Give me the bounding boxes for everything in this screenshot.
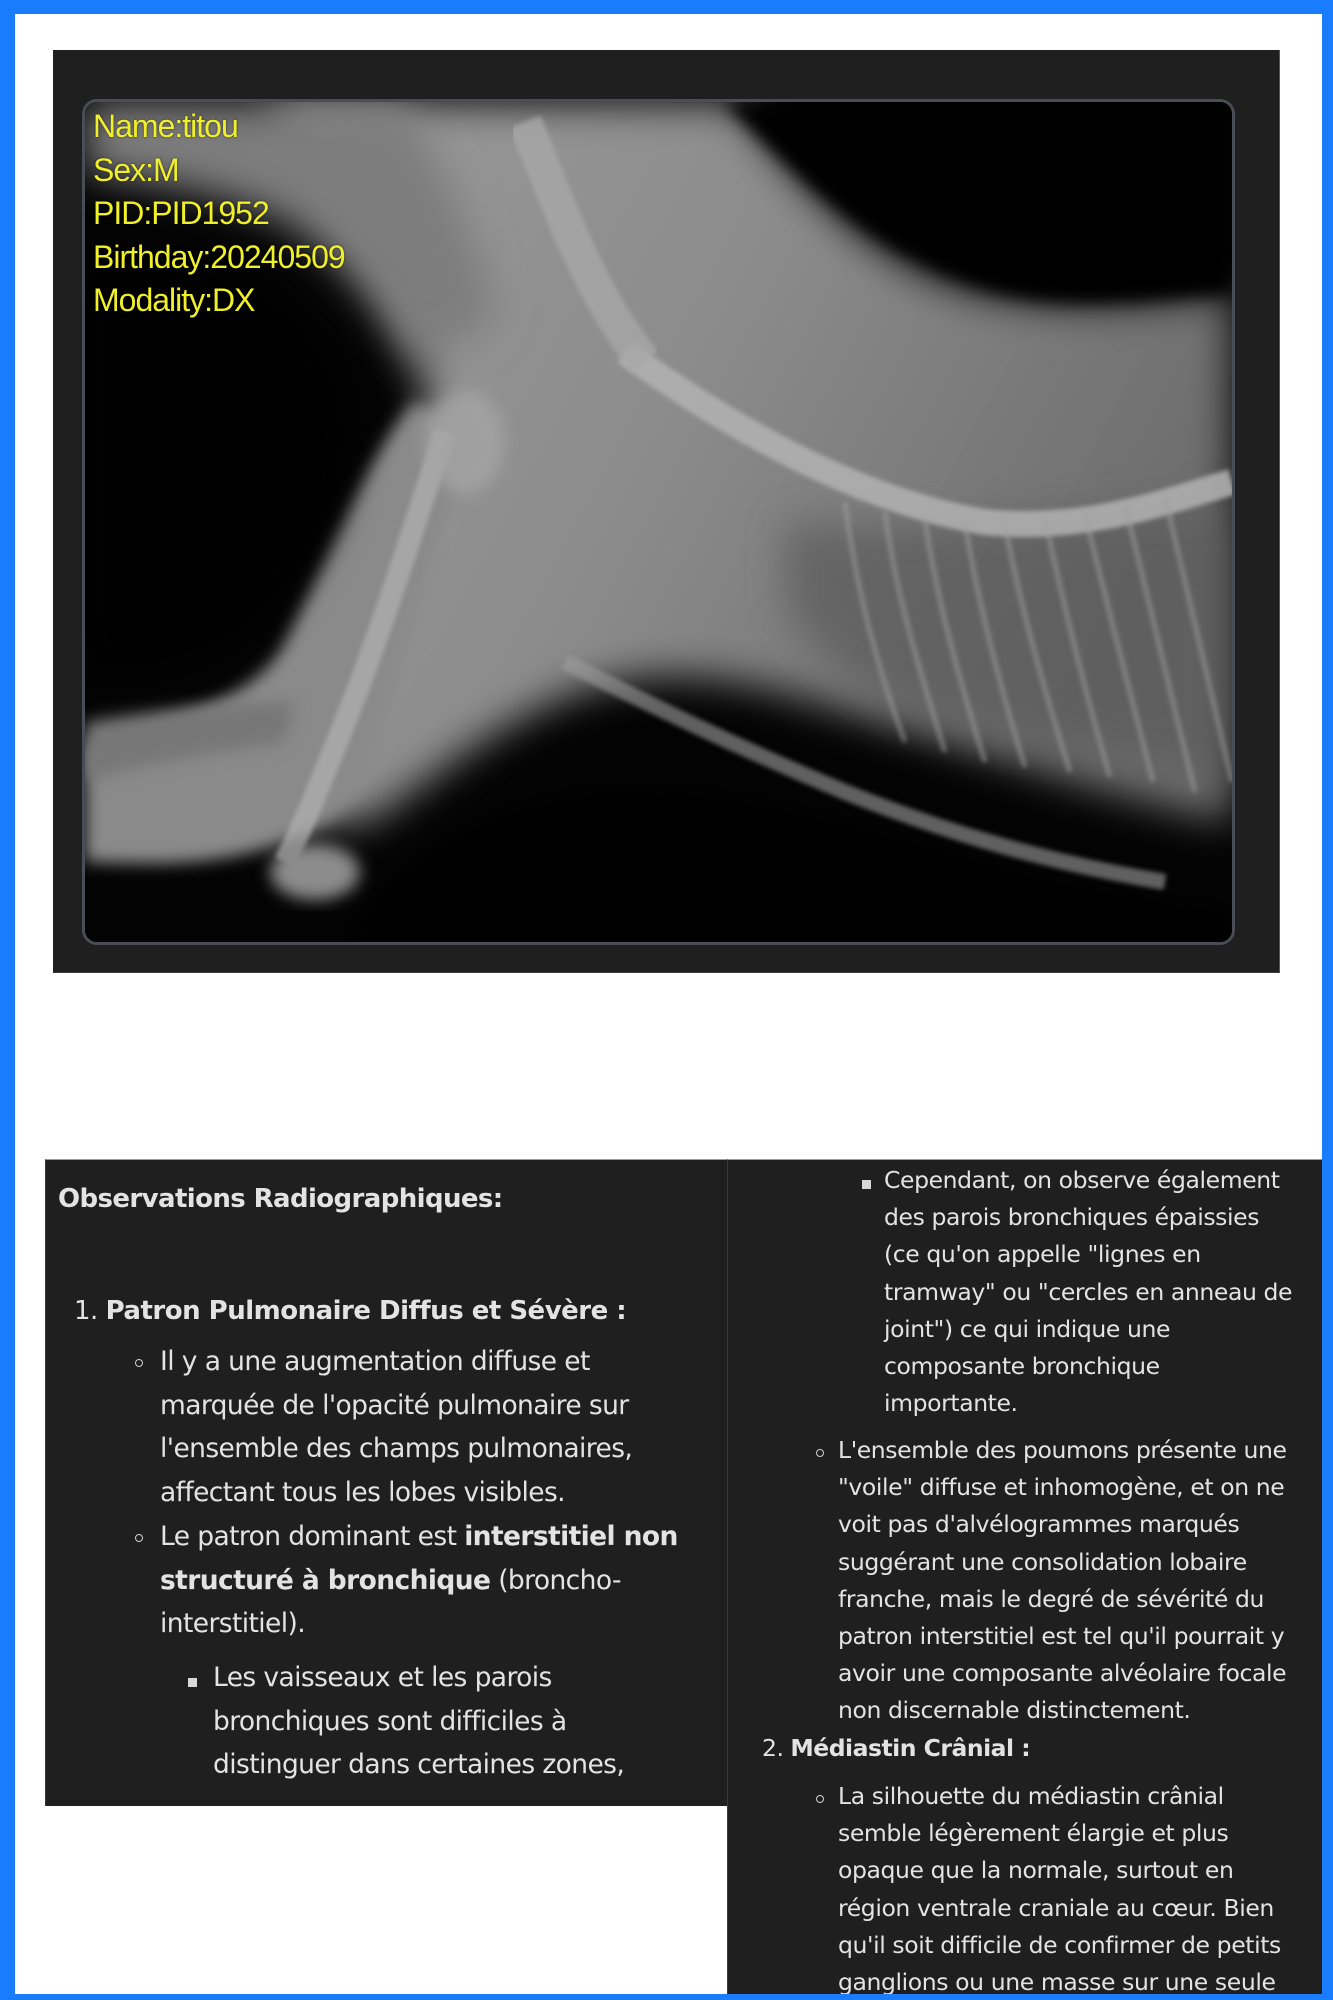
modality: Modality:DX [93, 282, 255, 318]
text-line: importante. [884, 1389, 1018, 1418]
text-line: patron interstitiel est tel qu'il pourrait y [838, 1622, 1285, 1651]
text-line: Il y a une augmentation diffuse et [160, 1346, 590, 1377]
section-1-title [74, 1296, 626, 1326]
text-line: des parois bronchiques épaissies [884, 1203, 1260, 1232]
text-line: marquée de l'opacité pulmonaire sur [160, 1389, 629, 1421]
text-line: interstitiel). [160, 1608, 306, 1639]
circle-bullet-icon [135, 1359, 143, 1367]
square-bullet-icon [862, 1180, 871, 1189]
section-2-title-text: Médiastin Crânial : [790, 1734, 1031, 1762]
text-line: bronchiques sont difficiles à [213, 1705, 567, 1737]
section-1-bullet-1 [160, 1340, 632, 1514]
text-line: tramway" ou "cercles en anneau de [884, 1277, 1293, 1306]
section-1-bullet-3 [838, 1432, 1287, 1730]
patient-name: Name:titou [93, 108, 238, 144]
text-line: ganglions ou une masse sur une seule [838, 1968, 1276, 1997]
square-bullet-icon [188, 1678, 197, 1687]
text-line: avoir une composante alvéolaire focale [838, 1659, 1287, 1688]
text-line: Les vaisseaux et les parois [213, 1662, 552, 1693]
text-line: distinguer dans certaines zones, [213, 1749, 625, 1780]
text-line: L'ensemble des poumons présente une [838, 1436, 1287, 1464]
text-line: région ventrale craniale au cœur. Bien [838, 1893, 1274, 1922]
text-span: (broncho- [490, 1564, 621, 1596]
text-line: non discernable distinctement. [838, 1696, 1191, 1725]
report-panel-left [45, 1159, 727, 1806]
text-line: opaque que la normale, surtout en [838, 1856, 1234, 1885]
text-line: franche, mais le degré de sévérité du [838, 1584, 1265, 1613]
text-line: suggérant une consolidation lobaire [838, 1547, 1247, 1576]
text-line [160, 1559, 678, 1603]
patient-info-overlay [93, 105, 345, 323]
text-line: qu'il soit difficile de confirmer de petits [838, 1930, 1281, 1959]
text-span: Le patron dominant est [160, 1521, 465, 1552]
report-panel-right [727, 1159, 1323, 2000]
patient-birthday: Birthday:20240509 [93, 238, 345, 275]
circle-bullet-icon [816, 1449, 824, 1457]
text-line [160, 1515, 678, 1559]
text-line: joint") ce qui indique une [884, 1314, 1171, 1343]
text-line: Cependant, on observe également [884, 1166, 1280, 1194]
section-2-number: 2. [762, 1734, 784, 1762]
section-2-title [762, 1734, 1030, 1762]
text-line: voit pas d'alvélogrammes marqués [838, 1510, 1240, 1539]
radiograph-image[interactable] [85, 102, 1232, 942]
section-1-title-text: Patron Pulmonaire Diffus et Sévère : [105, 1296, 627, 1326]
section-1-sub-bullet-1 [213, 1656, 624, 1787]
text-line: semble légèrement élargie et plus [838, 1819, 1229, 1848]
patient-sex: Sex:M [93, 151, 179, 188]
bold-text: structuré à bronchique [160, 1564, 491, 1596]
text-line: composante bronchique [884, 1352, 1160, 1381]
text-line: "voile" diffuse et inhomogène, et on ne [838, 1473, 1285, 1502]
xray-viewer-panel [53, 50, 1280, 973]
text-line: (ce qu'on appelle "lignes en [884, 1240, 1201, 1269]
bold-text: interstitiel non [464, 1521, 678, 1552]
circle-bullet-icon [816, 1795, 824, 1803]
report-heading: Observations Radiographiques: [58, 1184, 503, 1214]
patient-id: PID:PID1952 [93, 195, 269, 231]
section-1-bullet-2 [160, 1515, 678, 1646]
circle-bullet-icon [135, 1534, 143, 1542]
section-1-number: 1. [74, 1296, 98, 1326]
section-1-sub-bullet-2 [884, 1162, 1292, 1422]
text-line: l'ensemble des champs pulmonaires, [160, 1433, 633, 1464]
section-2-bullet-1 [838, 1778, 1281, 2000]
text-line: affectant tous les lobes visibles. [160, 1476, 565, 1508]
text-line: La silhouette du médiastin crânial [838, 1782, 1224, 1810]
